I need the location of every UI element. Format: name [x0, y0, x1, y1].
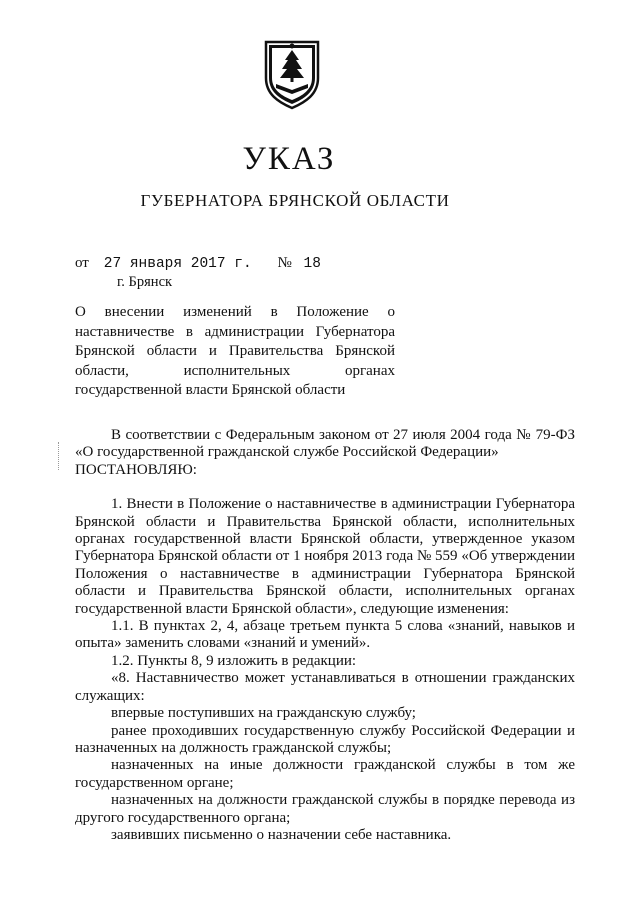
- list-item: заявивших письменно о назначении себе наставника.: [111, 826, 452, 843]
- city: г. Брянск: [117, 274, 173, 290]
- margin-mark: [58, 442, 61, 470]
- list-item: впервые поступивших на гражданскую службу;: [111, 705, 416, 722]
- bryansk-coat-of-arms-icon: [260, 38, 324, 110]
- date-number-line: [75, 254, 321, 273]
- document-title: УКАЗ: [242, 141, 336, 177]
- item-1: 1. Внести в Положение о наставничестве в администрации Губернатора Брянской области и Правительства Брянской области, исполнительных органах государственной власти Брянской области, утвержденное указом Губернатора Брянской области от 1 ноября 2013 года № 559 «Об утверждении Положения о наставничестве в администрации Губернатора Брянской области и Правительства Брянской области, исполнительных органах государственной власти Брянской области», следующие изменения:: [75, 496, 575, 617]
- decree-date: 27 января 2017 г.: [103, 256, 252, 272]
- list-item: назначенных на должности гражданской службы в порядке перевода из другого государственного органа;: [75, 792, 575, 826]
- document-body: [75, 427, 575, 844]
- preamble: В соответствии с Федеральным законом от 27 июля 2004 года № 79-ФЗ «О государственной гражданской службе Российской Федерации»: [75, 427, 575, 461]
- list-item: ранее проходивших государственную службу Российской Федерации и назначенных на должность гражданской службы;: [75, 722, 575, 756]
- item-1-2: 1.2. Пункты 8, 9 изложить в редакции:: [111, 652, 357, 669]
- decree-subject: О внесении изменений в Положение о наставничестве в администрации Губернатора Брянской области и Правительства Брянской области, исполнительных органах государственной власти Брянской области: [75, 304, 395, 398]
- number-sign: №: [277, 255, 292, 271]
- decree-number: 18: [303, 256, 321, 272]
- date-prefix: от: [75, 255, 89, 271]
- item-1-1: 1.1. В пунктах 2, 4, абзаце третьем пункта 5 слова «знаний, навыков и опыта» заменить словами «знаний и умений».: [75, 618, 575, 652]
- decree-word: ПОСТАНОВЛЯЮ:: [75, 461, 197, 478]
- document-subtitle: ГУБЕРНАТОРА БРЯНСКОЙ ОБЛАСТИ: [140, 191, 450, 210]
- list-item: назначенных на иные должности гражданской службы в том же государственном органе;: [75, 757, 575, 791]
- quote-item-8: «8. Наставничество может устанавливаться в отношении гражданских служащих:: [75, 670, 575, 704]
